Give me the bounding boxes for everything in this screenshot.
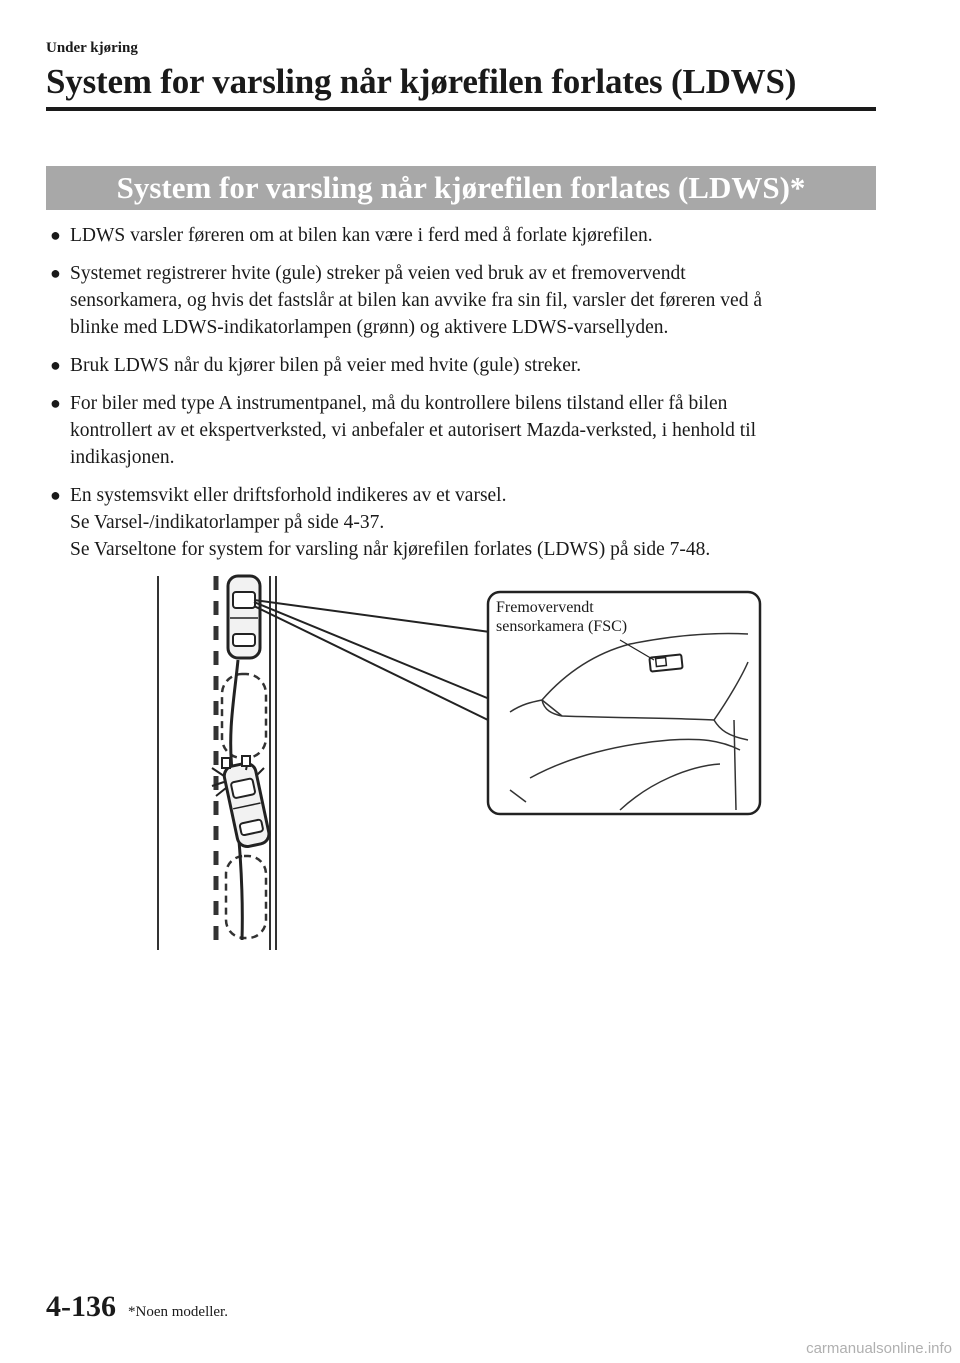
- bullet-dot-icon: ●: [50, 263, 61, 283]
- car-drifting-icon: [222, 762, 270, 849]
- bullet-line: Bruk LDWS når du kjører bilen på veier med hvite (gule) streker.: [70, 355, 582, 376]
- camera-sensor-icon: [649, 654, 682, 671]
- bullet-line: For biler med type A instrumentpanel, må du kontrollere bilens tilstand eller få bilen: [70, 393, 728, 414]
- bullet-line: Systemet registrerer hvite (gule) streker på veien ved bruk av et fremovervendt: [70, 263, 686, 284]
- camera-label-line2: sensorkamera (FSC): [496, 618, 628, 635]
- section-label: Under kjøring: [46, 40, 138, 56]
- bullet-line: indikasjonen.: [70, 447, 175, 468]
- lane-diagram-svg: [150, 570, 770, 960]
- bullet-item: [46, 222, 876, 249]
- bullet-item: [46, 390, 876, 471]
- bullet-line: Se Varsel-/indikatorlamper på side 4-37.: [70, 512, 385, 533]
- bullet-line: blinke med LDWS-indikatorlampen (grønn) og aktivere LDWS-varsellyden.: [70, 317, 669, 338]
- footnote: *Noen modeller.: [128, 1304, 228, 1320]
- previous-position-outline: [222, 674, 266, 758]
- page-title: System for varsling når kjørefilen forlates (LDWS): [46, 62, 797, 101]
- callout-pointer: [254, 600, 492, 720]
- bullet-list: [46, 222, 876, 574]
- page-number: 4-136: [46, 1290, 116, 1323]
- bullet-line: LDWS varsler føreren om at bilen kan være i ferd med å forlate kjørefilen.: [70, 225, 653, 246]
- bullet-line: Se Varseltone for system for varsling når kjørefilen forlates (LDWS) på side 7-48.: [70, 539, 711, 560]
- bullet-dot-icon: ●: [50, 485, 61, 505]
- car-top-icon: [228, 576, 260, 658]
- bullet-line: kontrollert av et ekspertverksted, vi anbefaler et autorisert Mazda-verksted, i henhold til: [70, 420, 757, 441]
- bullet-item: [46, 260, 876, 341]
- lane-departure-illustration: [150, 570, 770, 965]
- bullet-item: [46, 352, 876, 379]
- next-position-outline: [226, 856, 266, 938]
- watermark: carmanualsonline.info: [806, 1340, 952, 1357]
- bullet-dot-icon: ●: [50, 393, 61, 413]
- bullet-line: En systemsvikt eller driftsforhold indikeres av et varsel.: [70, 485, 507, 506]
- title-rule: [46, 107, 876, 111]
- bullet-item: [46, 482, 876, 563]
- bullet-line: sensorkamera, og hvis det fastslår at bilen kan avvike fra sin fil, varsler det føreren ved å: [70, 290, 762, 311]
- bullet-dot-icon: ●: [50, 355, 61, 375]
- camera-label-line1: Fremovervendt: [496, 599, 594, 616]
- bullet-dot-icon: ●: [50, 225, 61, 245]
- section-banner: System for varsling når kjørefilen forlates (LDWS)*: [46, 166, 876, 210]
